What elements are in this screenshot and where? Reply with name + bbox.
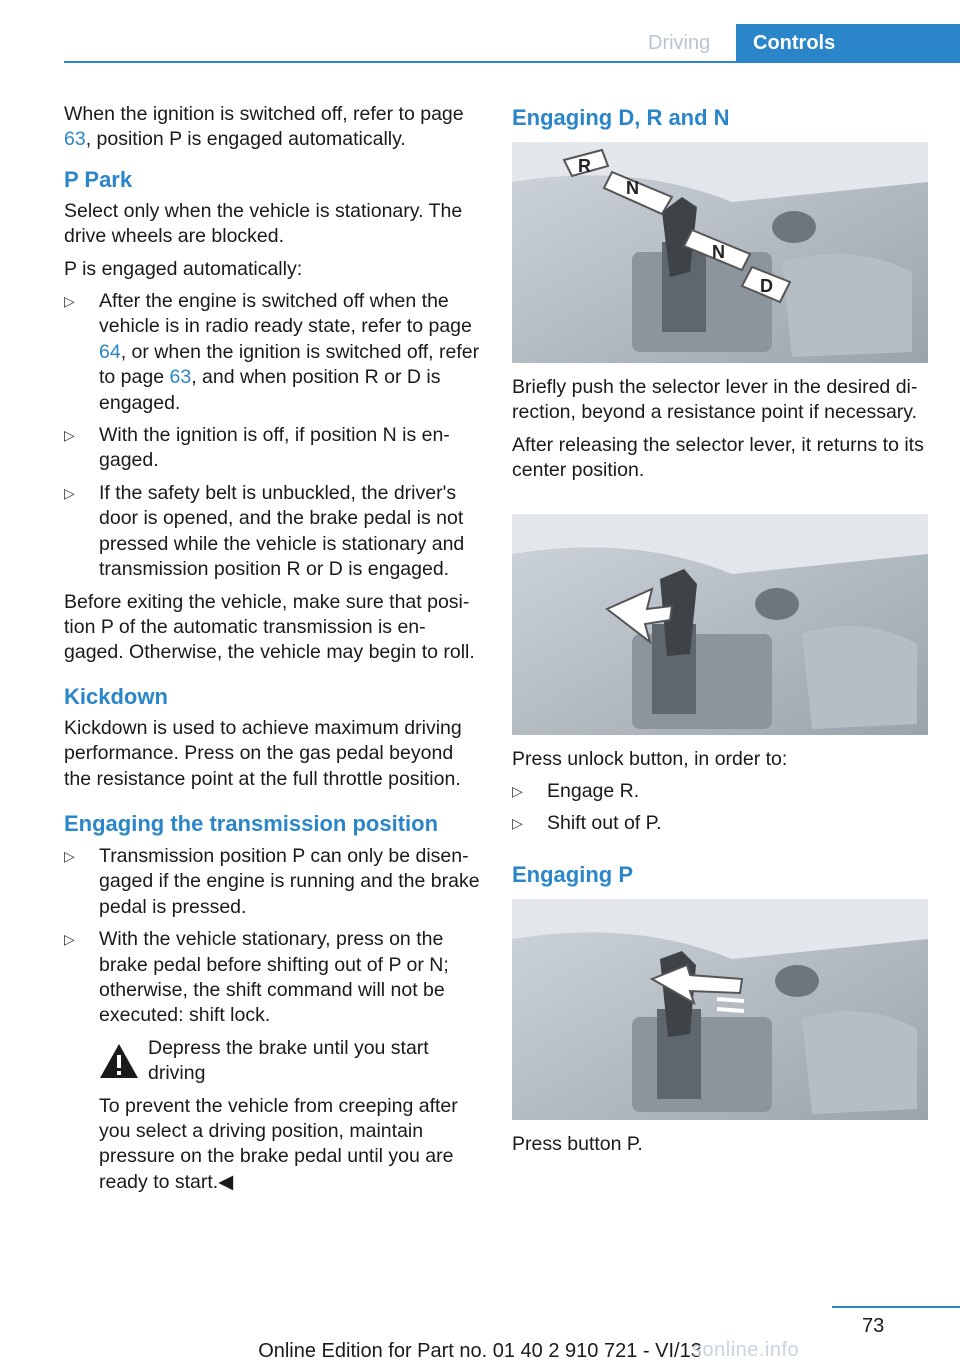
park-instruction: Press button P. <box>512 1132 643 1155</box>
selector-lever-drn-illustration <box>512 142 928 363</box>
list-item: ▷ With the vehicle stationary, press on the brake pedal before shifting out of P or N; otherwise, the shift command will not be executed: shift lock. <box>64 928 449 1027</box>
page-number: 73 <box>862 1315 885 1337</box>
header-chapter-tab <box>736 24 960 62</box>
drn-instruction: Briefly push the selector lever in the desired di‐rection, beyond a resistance point if necessary. <box>512 376 918 424</box>
footer-rule <box>832 1306 960 1308</box>
engaging-p-heading: Engaging P <box>512 861 633 887</box>
warning-note: Depress the brake until you start driving <box>99 1036 484 1087</box>
warning-triangle-icon <box>99 1042 139 1080</box>
header-section: Driving <box>648 32 711 54</box>
list-item: ▷ Shift out of P. <box>512 811 932 836</box>
right-column <box>512 102 932 1164</box>
header-chapter: Controls <box>753 32 836 54</box>
triangle-bullet-icon: ▷ <box>64 484 75 501</box>
engaging-heading: Engaging the transmission position <box>64 810 439 836</box>
header-rule <box>64 61 960 63</box>
footer-edition: Online Edition for Part no. 01 40 2 910 721 - VI/13 <box>258 1340 702 1362</box>
label-r: R <box>578 156 591 176</box>
left-column <box>64 102 484 1202</box>
label-n: N <box>626 178 639 198</box>
watermark: sonline.info <box>692 1339 800 1361</box>
triangle-bullet-icon: ▷ <box>64 931 75 948</box>
park-description: Select only when the vehicle is stationary. The drive wheels are blocked. <box>64 199 463 248</box>
triangle-bullet-icon: ▷ <box>64 293 75 310</box>
page-link[interactable]: 64 <box>99 340 121 363</box>
list-item: ▷ Engage R. <box>512 779 932 804</box>
selector-lever-park-illustration <box>512 899 928 1120</box>
triangle-bullet-icon: ▷ <box>64 427 75 444</box>
list-item: ▷ If the safety belt is unbuckled, the driver's door is opened, and the brake pedal is not pressed while the vehicle is stationary and transmission position R or D is engaged. <box>64 481 465 581</box>
selector-lever-unlock-illustration <box>512 514 928 735</box>
park-auto-intro: P is engaged automatically: <box>64 257 303 280</box>
triangle-bullet-icon: ▷ <box>64 847 75 864</box>
intro-paragraph: When the ignition is switched off, refer to page 63, position P is engaged automatically. <box>64 103 464 151</box>
triangle-bullet-icon: ▷ <box>512 783 523 800</box>
creep-note: To prevent the vehicle from creeping after you select a driving position, maintain pressure on the brake pedal until you are ready to start.◀ <box>99 1094 458 1193</box>
page-link[interactable]: 63 <box>169 366 192 389</box>
unlock-instruction: Press unlock button, in order to: <box>512 747 788 770</box>
label-n: N <box>712 242 725 262</box>
kickdown-heading: Kickdown <box>64 683 168 709</box>
label-d: D <box>760 276 773 296</box>
page-link[interactable]: 63 <box>64 128 86 151</box>
list-item: ▷ With the ignition is off, if position N is en‐gaged. <box>64 424 450 472</box>
list-item: ▷ After the engine is switched off when the vehicle is in radio ready state, refer to page 64, or when the ignition is switched off, refer to page 63, and when position R or D is engaged. <box>64 290 480 414</box>
triangle-bullet-icon: ▷ <box>512 815 523 832</box>
kickdown-description: Kickdown is used to achieve maximum driving performance. Press on the gas pedal beyond the resistance point at the full throttle position. <box>64 716 462 790</box>
list-item: ▷ Transmission position P can only be disen‐gaged if the engine is running and the brake pedal is pressed. <box>64 844 480 918</box>
park-heading: P Park <box>64 166 133 192</box>
drn-return-note: After releasing the selector lever, it returns to its center position. <box>512 433 924 482</box>
park-exit-note: Before exiting the vehicle, make sure that posi‐tion P of the automatic transmission is en‐gaged. Otherwise, the vehicle may begin to roll. <box>64 590 475 664</box>
drn-heading: Engaging D, R and N <box>512 105 730 130</box>
